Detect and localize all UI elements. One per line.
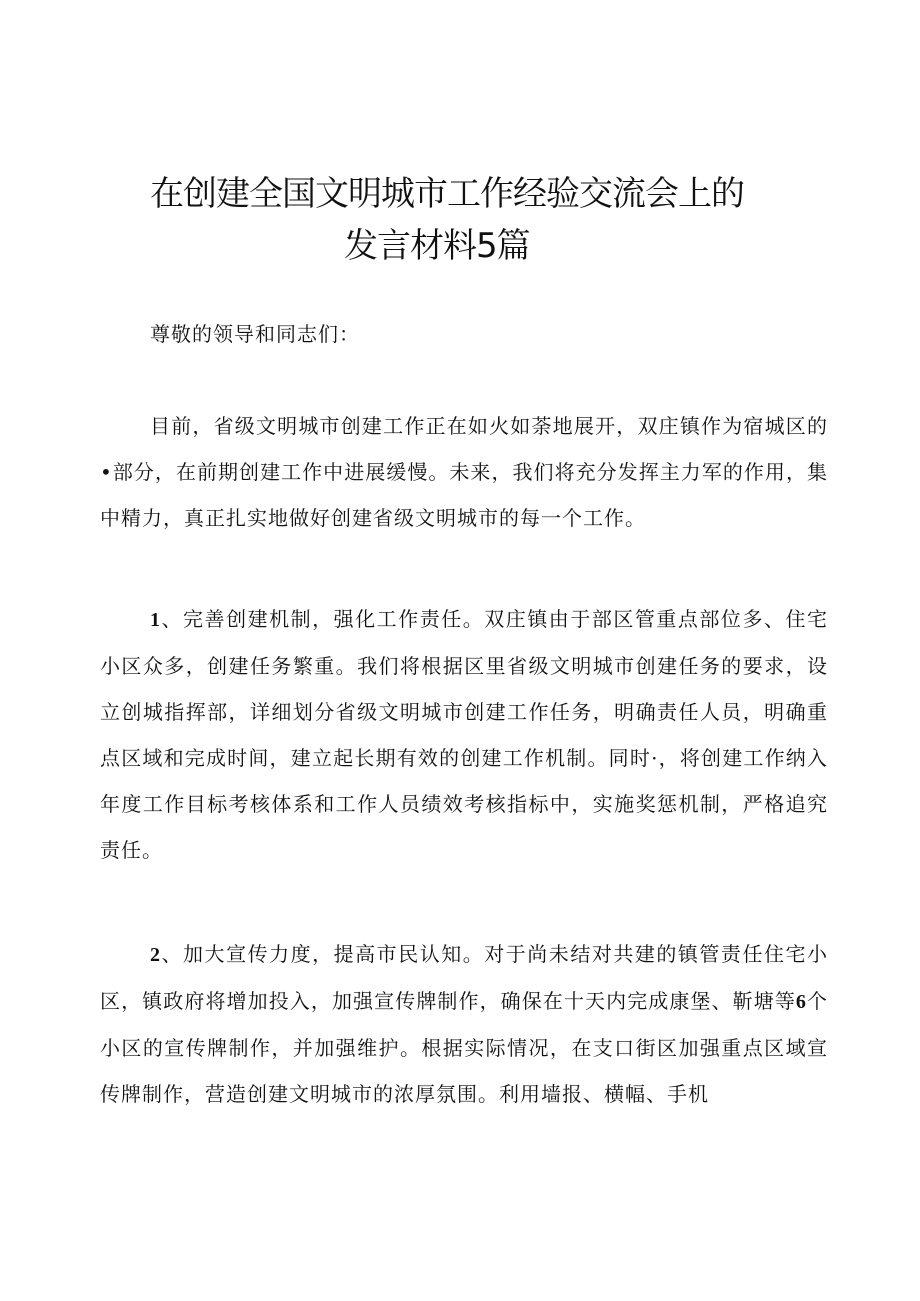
- section-2-paragraph: [100, 931, 828, 1117]
- section-2-text-b: 个小区的宣传牌制作，并加强维护。根据实际情况，在支口街区加强重点区域宣传牌制作，营造创建文明城市的浓厚氛围。利用墙报、横幅、手机: [100, 989, 829, 1106]
- section-1-text: 、完善创建机制，强化工作责任。双庄镇由于部区管重点部位多、住宅小区众多，创建任务繁重。我们将根据区里省级文明城市创建任务的要求，设立创城指挥部，详细划分省级文明城市创建工作任务，明确责任人员，明确重点区域和完成时间，建立起长期有效的创建工作机制。同时·，将创建工作纳入年度工作目标考核体系和工作人员绩效考核指标中，实施奖惩机制，严格追究责任。: [100, 607, 828, 862]
- document-title: [150, 168, 810, 272]
- document-title-line-1: 在创建全国文明城市工作经验交流会上的: [150, 174, 744, 214]
- section-2-text-a: 、加大宣传力度，提高市民认知。对于尚未结对共建的镇管责任住宅小区，镇政府将增加投入，加强宣传牌制作，确保在十天内完成康堡、靳塘等: [100, 942, 828, 1013]
- section-2-count: 6: [795, 991, 807, 1013]
- section-1-number: 1: [150, 609, 161, 631]
- intro-paragraph: 目前，省级文明城市创建工作正在如火如荼地展开，双庄镇作为宿城区的•部分，在前期创建工作中进展缓慢。未来，我们将充分发挥主力军的作用，集中精力，真正扎实地做好创建省级文明城市的每一个工作。: [100, 414, 828, 530]
- document-title-line-2: 发言材料5篇: [344, 226, 530, 266]
- section-1-paragraph: [100, 596, 828, 873]
- salutation: 尊敬的领导和同志们：: [150, 322, 360, 346]
- section-2-number: 2: [150, 944, 161, 966]
